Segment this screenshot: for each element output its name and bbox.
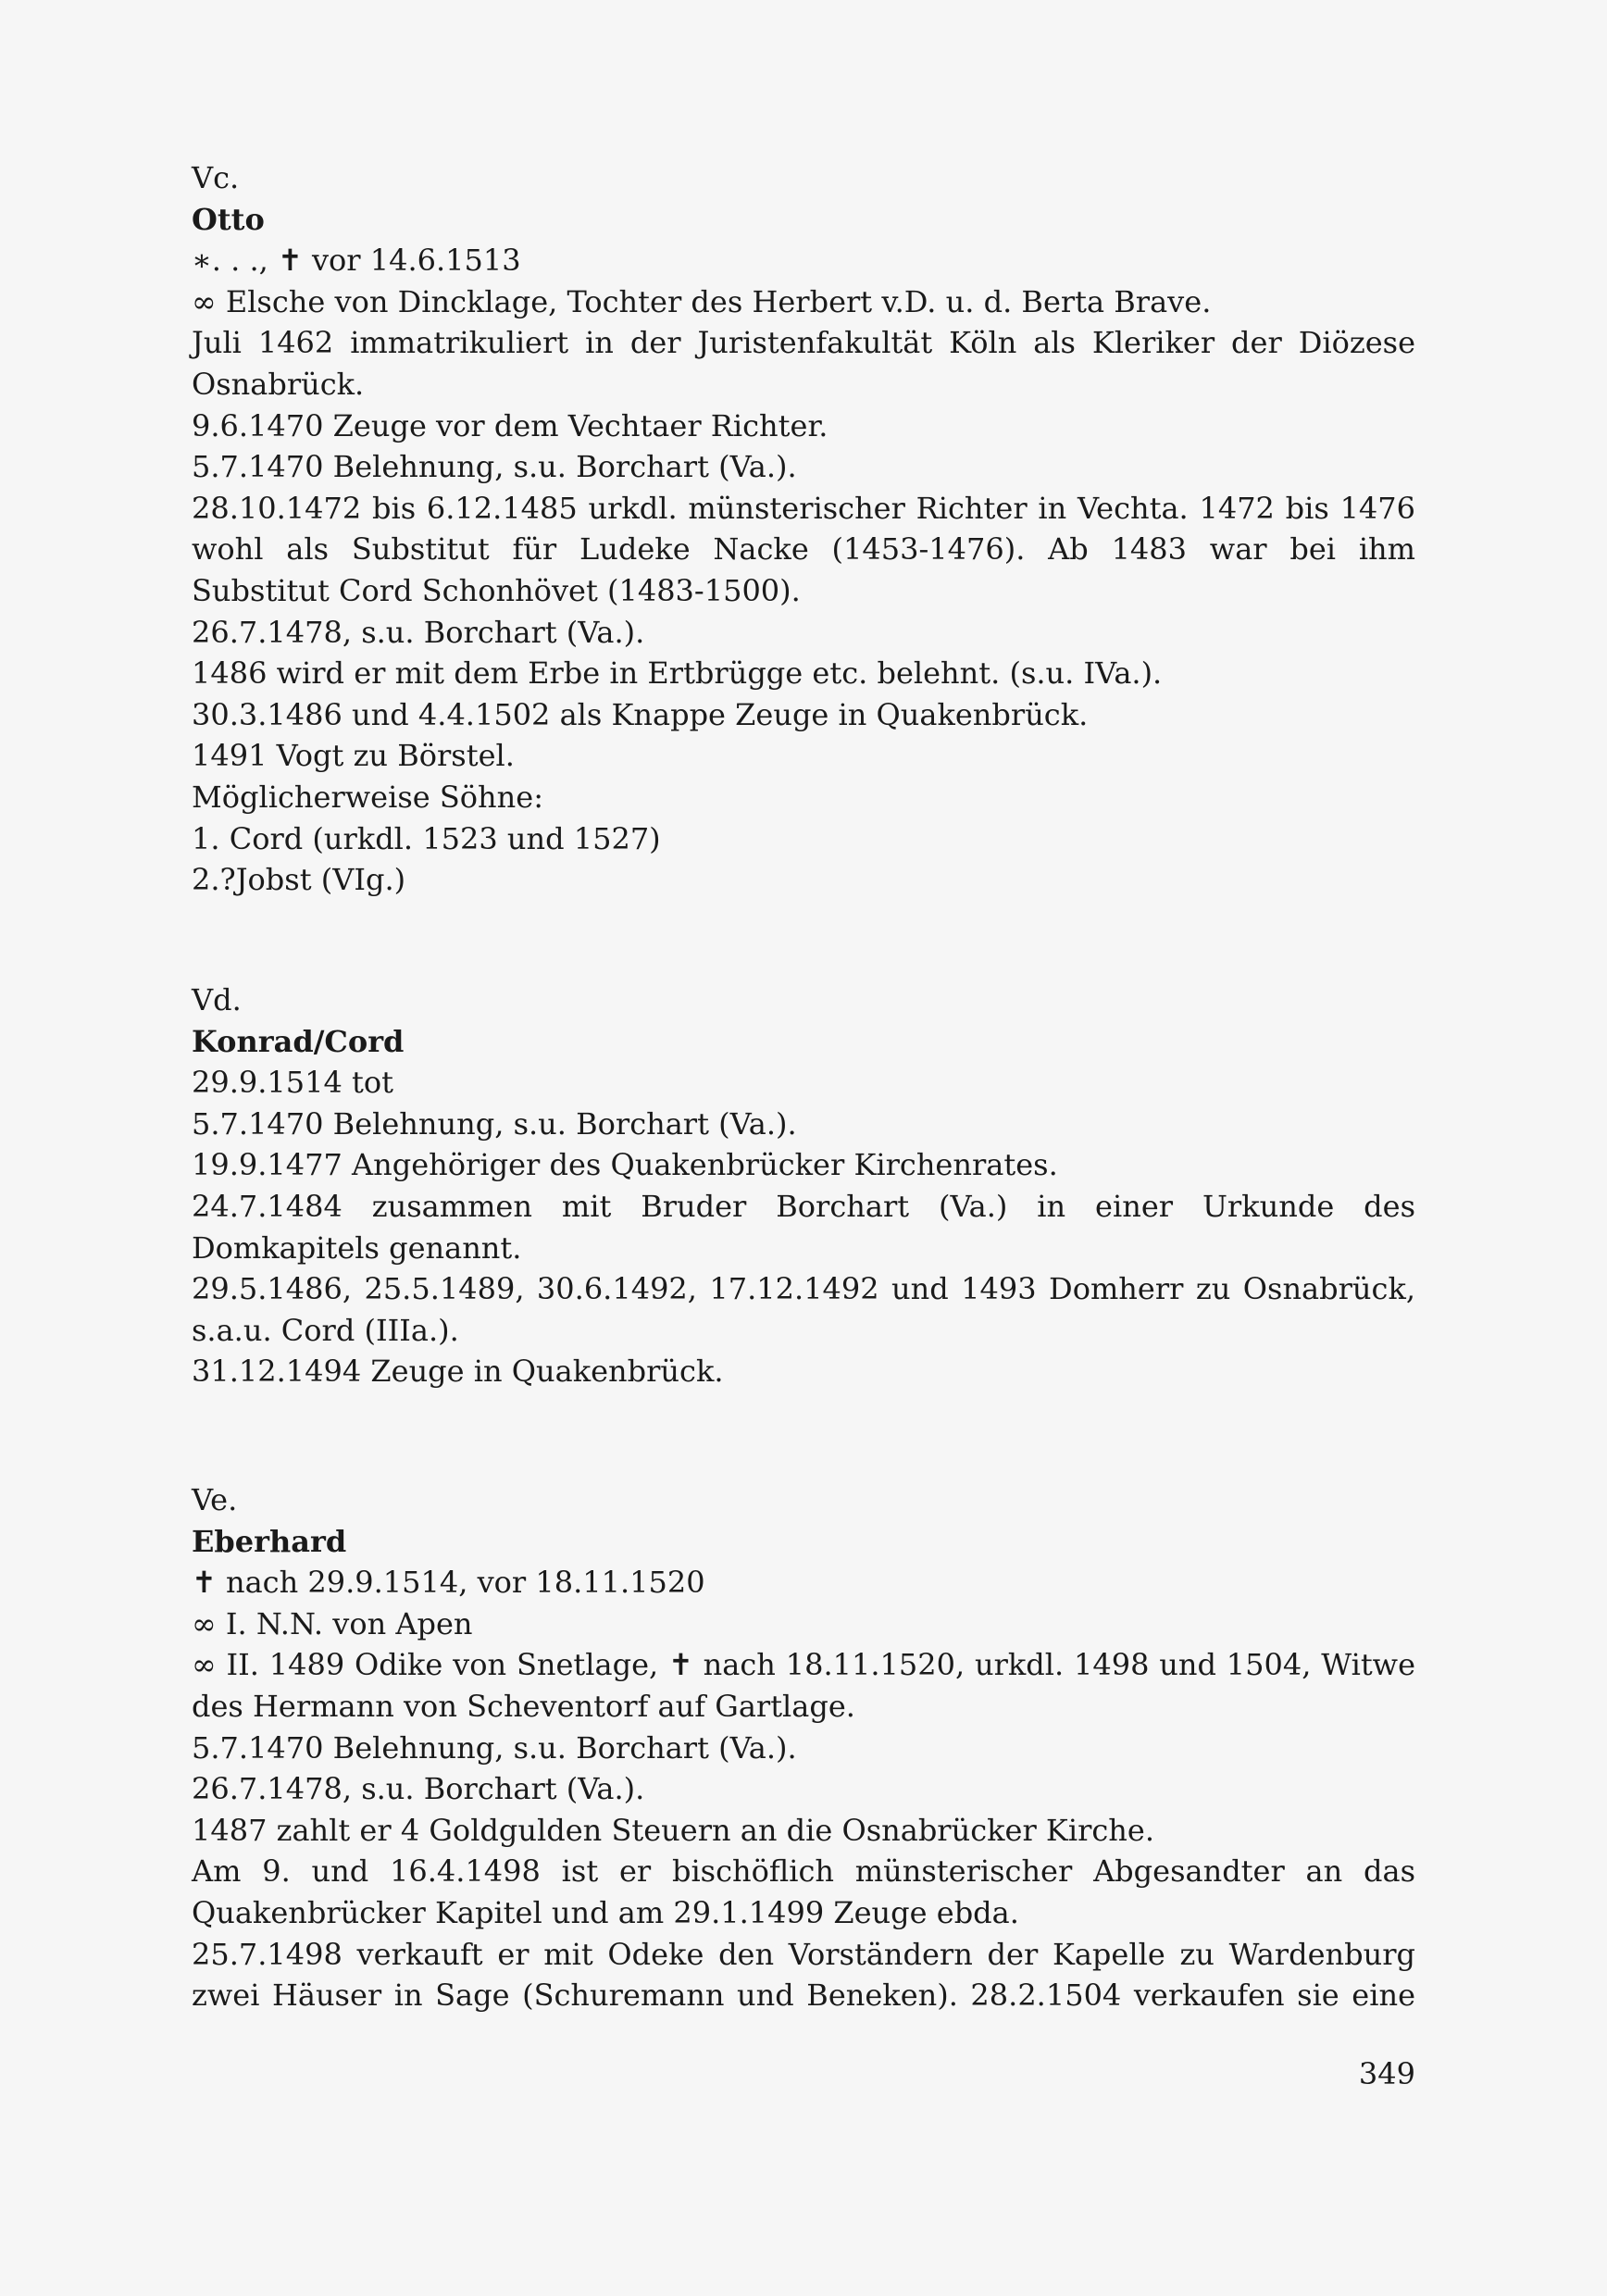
text-line: 26.7.1478, s.u. Borchart (Va.).: [192, 1771, 645, 1807]
person-name: Otto: [192, 201, 265, 237]
section-vc-otto: [192, 157, 1415, 901]
text-line: ∞ Elsche von Dincklage, Tochter des Herbert v.D. u. d. Berta Brave.: [192, 283, 1212, 319]
text-line: ∞ I. N.N. von Apen: [192, 1605, 473, 1641]
person-name: Konrad/Cord: [192, 1023, 405, 1059]
text-line: Juli 1462 immatrikuliert in der Juristenfakultät Köln als Kleriker der Diözese: [192, 325, 1415, 361]
text-line: 2.?Jobst (VIg.): [192, 862, 406, 898]
text-line: 25.7.1498 verkauft er mit Odeke den Vorständern der Kapelle zu Wardenburg: [192, 1936, 1415, 1972]
person-name: Eberhard: [192, 1523, 347, 1559]
text-line: 1491 Vogt zu Börstel.: [192, 738, 515, 774]
text-line: Quakenbrücker Kapitel und am 29.1.1499 Zeuge ebda.: [192, 1894, 1019, 1930]
text-line: 5.7.1470 Belehnung, s.u. Borchart (Va.).: [192, 1105, 797, 1142]
section-label: Ve.: [192, 1482, 238, 1517]
text-line: 26.7.1478, s.u. Borchart (Va.).: [192, 614, 645, 650]
text-line: 29.5.1486, 25.5.1489, 30.6.1492, 17.12.1492 und 1493 Domherr zu Osnabrück,: [192, 1271, 1415, 1307]
text-line: Möglicherweise Söhne:: [192, 779, 543, 815]
text-line: Domkapitels genannt.: [192, 1229, 522, 1266]
text-line: 1487 zahlt er 4 Goldgulden Steuern an die Osnabrücker Kirche.: [192, 1812, 1154, 1848]
text-line: 30.3.1486 und 4.4.1502 als Knappe Zeuge in Quakenbrück.: [192, 696, 1089, 732]
text-line: Am 9. und 16.4.1498 ist er bischöflich münsterischer Abgesandter an das: [192, 1853, 1415, 1890]
section-label: Vc.: [192, 160, 240, 195]
page-number: 349: [1358, 2056, 1415, 2091]
text-line: 31.12.1494 Zeuge in Quakenbrück.: [192, 1354, 724, 1390]
text-line: s.a.u. Cord (IIIa.).: [192, 1312, 459, 1348]
text-line: des Hermann von Scheventorf auf Gartlage.: [192, 1688, 855, 1724]
text-line: zwei Häuser in Sage (Schuremann und Beneken). 28.2.1504 verkaufen sie eine: [192, 1978, 1415, 2014]
text-line: 1. Cord (urkdl. 1523 und 1527): [192, 820, 661, 856]
text-line: 5.7.1470 Belehnung, s.u. Borchart (Va.).: [192, 1729, 797, 1766]
text-line: ∗. . ., ✝ vor 14.6.1513: [192, 243, 521, 279]
text-line: 28.10.1472 bis 6.12.1485 urkdl. münsterischer Richter in Vechta. 1472 bis 1476: [192, 490, 1415, 526]
text-line: 1486 wird er mit dem Erbe in Ertbrügge etc. belehnt. (s.u. IVa.).: [192, 655, 1163, 692]
text-line: Osnabrück.: [192, 366, 365, 402]
text-line: ✝ nach 29.9.1514, vor 18.11.1520: [192, 1565, 705, 1601]
section-vd-konrad-cord: [192, 980, 1415, 1392]
text-line: 24.7.1484 zusammen mit Bruder Borchart (Va.) in einer Urkunde des: [192, 1188, 1415, 1224]
text-line: wohl als Substitut für Ludeke Nacke (1453-1476). Ab 1483 war bei ihm: [192, 531, 1415, 568]
text-line: 19.9.1477 Angehöriger des Quakenbrücker Kirchenrates.: [192, 1147, 1058, 1183]
text-line: Substitut Cord Schonhövet (1483-1500).: [192, 572, 801, 608]
section-ve-eberhard: [192, 1479, 1415, 2016]
text-line: 29.9.1514 tot: [192, 1065, 394, 1101]
text-line: 9.6.1470 Zeuge vor dem Vechtaer Richter.: [192, 407, 828, 443]
text-line: ∞ II. 1489 Odike von Snetlage, ✝ nach 18.11.1520, urkdl. 1498 und 1504, Witwe: [192, 1647, 1415, 1683]
section-label: Vd.: [192, 982, 242, 1017]
text-line: 5.7.1470 Belehnung, s.u. Borchart (Va.).: [192, 449, 797, 485]
